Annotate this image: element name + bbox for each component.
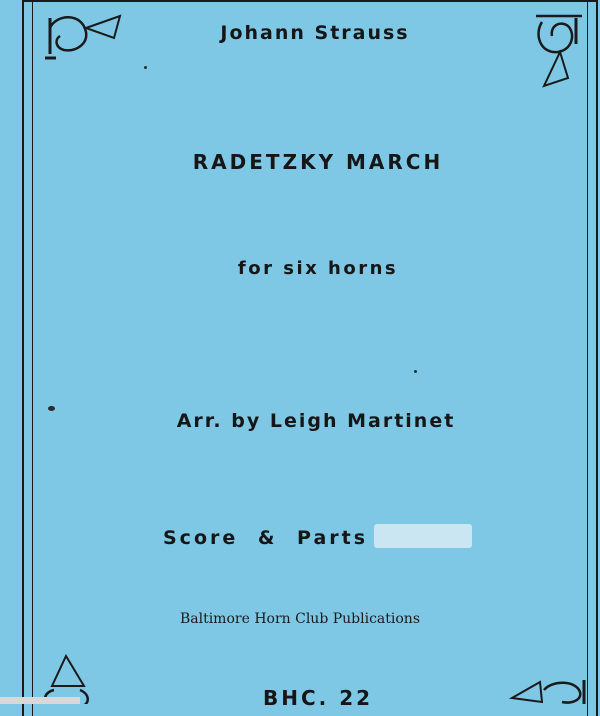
scan-speck xyxy=(144,66,147,69)
barcode-label xyxy=(0,697,80,704)
composer-name: Johann Strauss xyxy=(220,22,410,44)
price-sticker xyxy=(374,524,472,548)
instrumentation: for six horns xyxy=(237,258,399,279)
catalog-number: BHC. 22 xyxy=(262,686,374,710)
edition-contents: Score & Parts xyxy=(163,527,369,549)
inner-border xyxy=(32,0,588,716)
scan-speck xyxy=(414,370,417,373)
arranger-credit: Arr. by Leigh Martinet xyxy=(176,410,456,432)
piece-title: RADETZKY MARCH xyxy=(192,150,444,174)
french-horn-icon xyxy=(530,8,590,88)
publisher-name: Baltimore Horn Club Publications xyxy=(179,611,421,627)
